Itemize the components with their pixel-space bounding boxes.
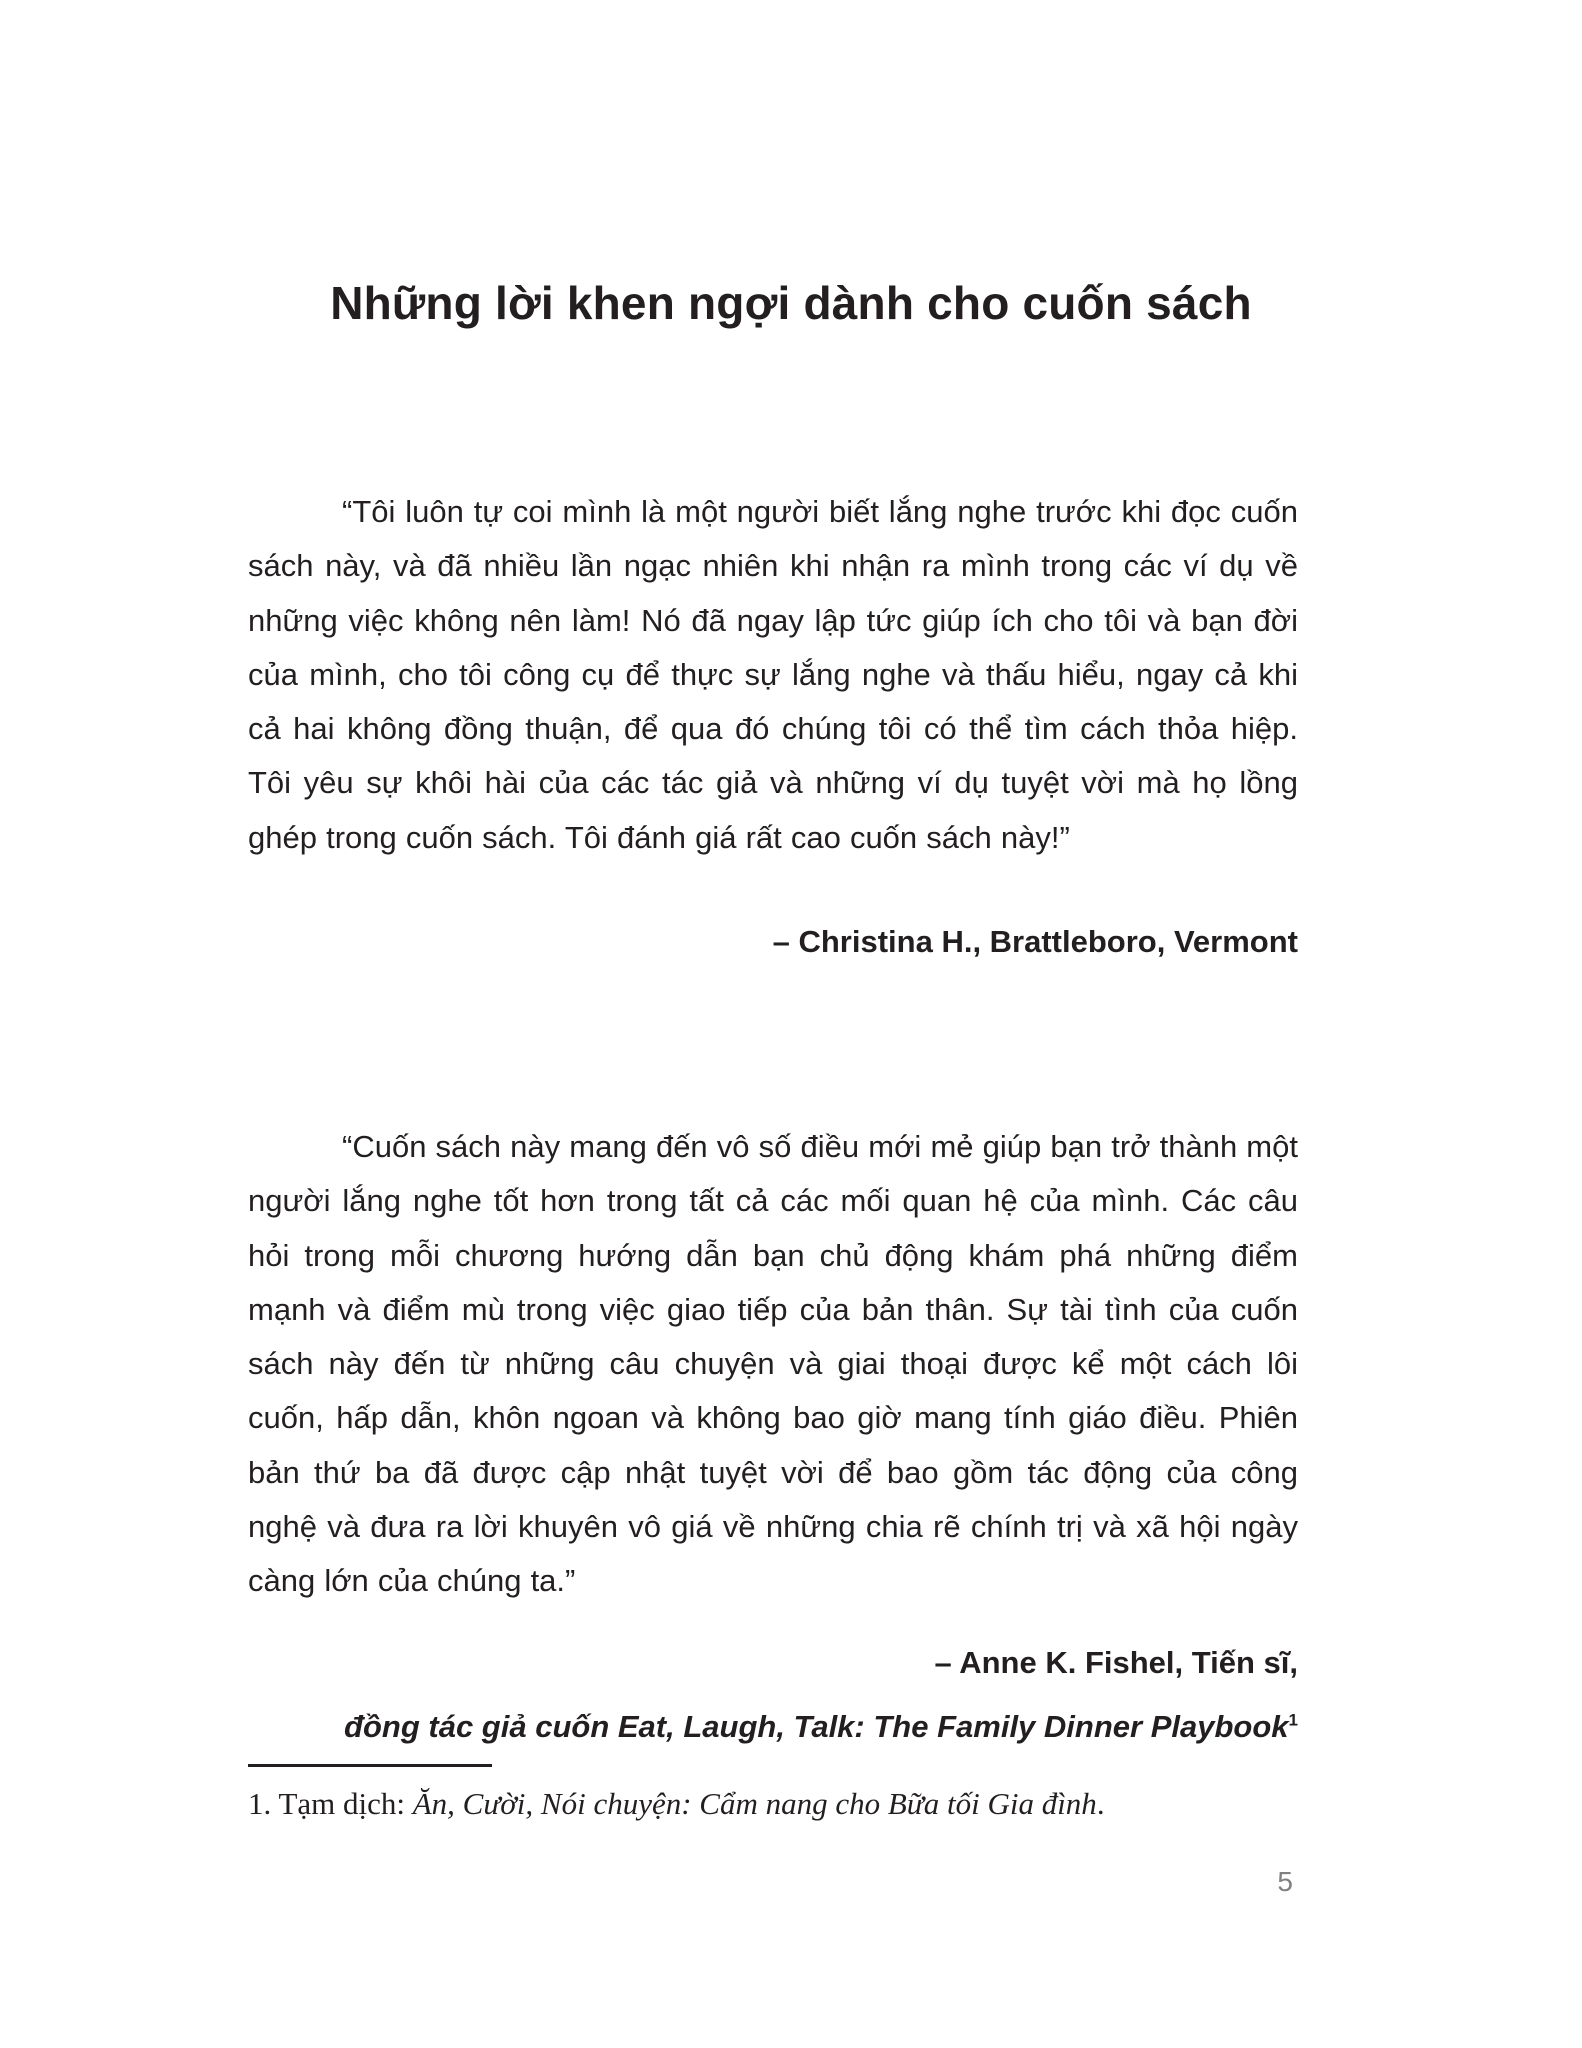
footnote-prefix: 1. Tạm dịch: [248,1786,413,1821]
page-title: Những lời khen ngợi dành cho cuốn sách [330,277,1252,329]
testimonial-attribution: – Christina H., Brattleboro, Vermont [772,924,1298,959]
footnote-marker[interactable]: 1 [1288,1710,1298,1730]
footnote-translation: Ăn, Cười, Nói chuyện: Cẩm nang cho Bữa tối Gia đình [412,1786,1097,1821]
footnote-suffix: . [1096,1786,1105,1821]
footnote-divider [248,1764,492,1767]
source-book-title: đồng tác giả cuốn Eat, Laugh, Talk: The Family Dinner Playbook [344,1709,1289,1744]
testimonial-quote: “Tôi luôn tự coi mình là một người biết lắng nghe trước khi đọc cuốn sách này, và đã nhiều lần ngạc nhiên khi nhận ra mình trong các ví dụ về những việc không nên làm! Nó đã ngay lập tức giúp ích cho tôi và bạn đời của mình, cho tôi công cụ để thực sự lắng nghe và thấu hiểu, ngay cả khi cả hai không đồng thuận, để qua đó chúng tôi có thể tìm cách thỏa hiệp. Tôi yêu sự khôi hài của các tác giả và những ví dụ tuyệt vời mà họ lồng ghép trong cuốn sách. Tôi đánh giá rất cao cuốn sách này!” [248,494,1298,855]
testimonial-1 [248,485,1298,865]
testimonial-2 [248,1120,1298,1609]
testimonial-attribution-source [248,1707,1298,1747]
footnote [248,1784,1298,1824]
page-number: 5 [1277,1866,1293,1897]
testimonial-attribution: – Anne K. Fishel, Tiến sĩ, [934,1645,1298,1680]
testimonial-quote: “Cuốn sách này mang đến vô số điều mới mẻ giúp bạn trở thành một người lắng nghe tốt hơn trong tất cả các mối quan hệ của mình. Các câu hỏi trong mỗi chương hướng dẫn bạn chủ động khám phá những điểm mạnh và điểm mù trong việc giao tiếp của bản thân. Sự tài tình của cuốn sách này đến từ những câu chuyện và giai thoại được kể một cách lôi cuốn, hấp dẫn, khôn ngoan và không bao giờ mang tính giáo điều. Phiên bản thứ ba đã được cập nhật tuyệt vời để bao gồm tác động của công nghệ và đưa ra lời khuyên vô giá về những chia rẽ chính trị và xã hội ngày càng lớn của chúng ta.” [248,1129,1298,1599]
